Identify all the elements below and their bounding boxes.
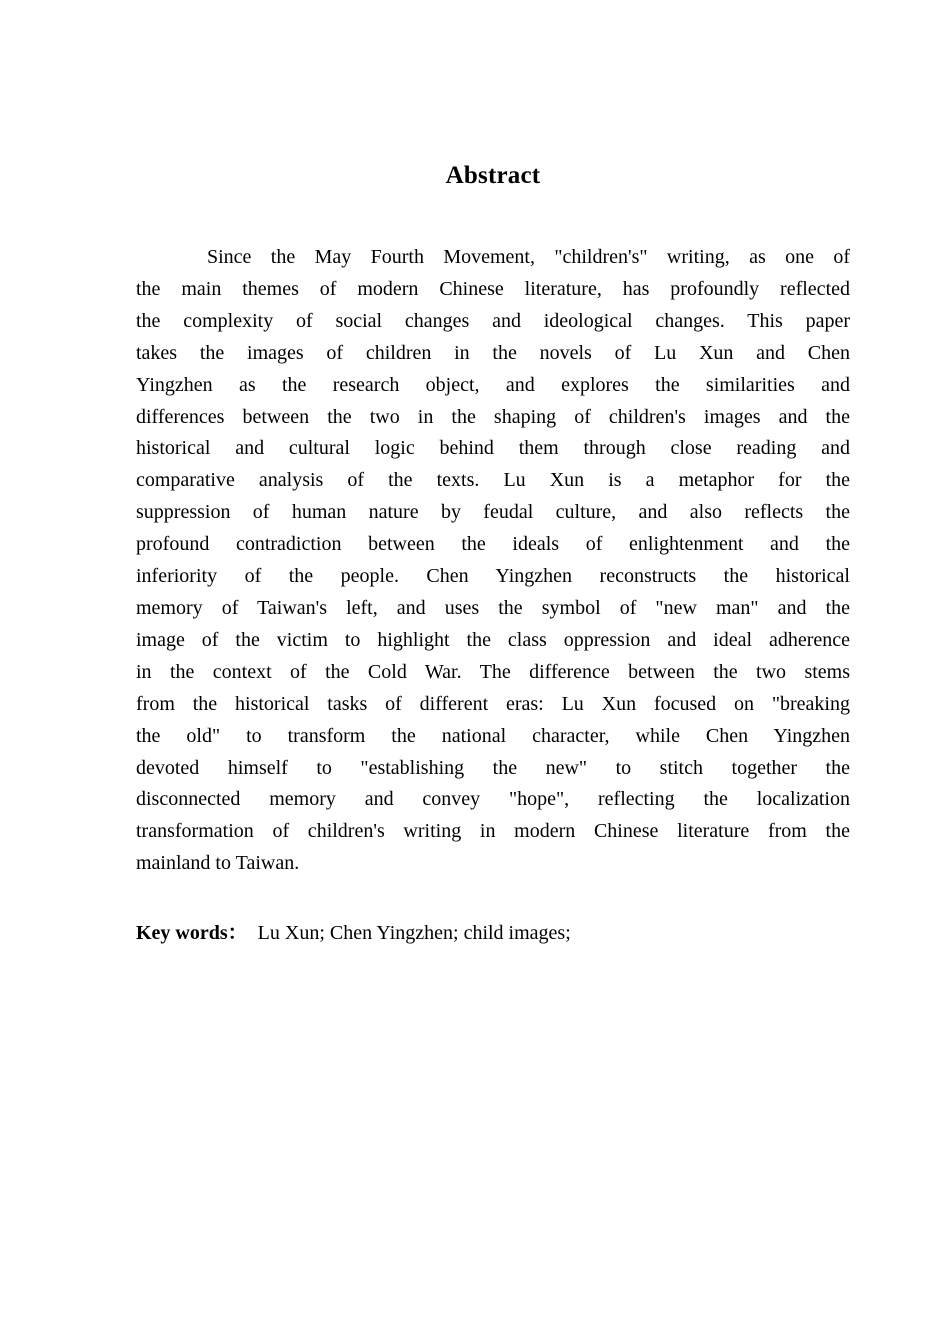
abstract-line: from the historical tasks of different eras: Lu Xun focused on "breaking: [136, 692, 850, 715]
abstract-line: historical and cultural logic behind them through close reading and: [136, 437, 850, 460]
abstract-line: the complexity of social changes and ideological changes. This paper: [136, 309, 850, 332]
abstract-line: transformation of children's writing in modern Chinese literature from the: [136, 820, 850, 843]
abstract-line: image of the victim to highlight the class oppression and ideal adherence: [136, 628, 850, 651]
page-title: Abstract: [445, 162, 541, 189]
abstract-line: the old" to transform the national character, while Chen Yingzhen: [136, 724, 850, 747]
abstract-line: comparative analysis of the texts. Lu Xun is a metaphor for the: [136, 469, 850, 492]
keywords-value: Lu Xun; Chen Yingzhen; child images;: [257, 922, 571, 945]
abstract-line: Yingzhen as the research object, and explores the similarities and: [136, 373, 850, 396]
abstract-line: in the context of the Cold War. The difference between the two stems: [136, 660, 850, 683]
abstract-paragraph: [136, 242, 850, 880]
keywords-label: Key words：: [136, 922, 248, 945]
abstract-line: inferiority of the people. Chen Yingzhen reconstructs the historical: [136, 565, 850, 588]
abstract-line: the main themes of modern Chinese literature, has profoundly reflected: [136, 277, 850, 300]
page-content: [136, 0, 850, 950]
abstract-line: takes the images of children in the novels of Lu Xun and Chen: [136, 341, 850, 364]
abstract-line: profound contradiction between the ideals of enlightenment and the: [136, 533, 850, 556]
abstract-line: disconnected memory and convey "hope", reflecting the localization: [136, 788, 850, 811]
abstract-line: devoted himself to "establishing the new" to stitch together the: [136, 756, 850, 779]
keywords-row: [136, 918, 850, 950]
abstract-line: Since the May Fourth Movement, "children's" writing, as one of: [207, 246, 850, 268]
abstract-line: suppression of human nature by feudal culture, and also reflects the: [136, 501, 850, 524]
abstract-line: mainland to Taiwan.: [136, 852, 300, 875]
abstract-line: memory of Taiwan's left, and uses the symbol of "new man" and the: [136, 596, 850, 619]
abstract-line: differences between the two in the shaping of children's images and the: [136, 405, 850, 428]
